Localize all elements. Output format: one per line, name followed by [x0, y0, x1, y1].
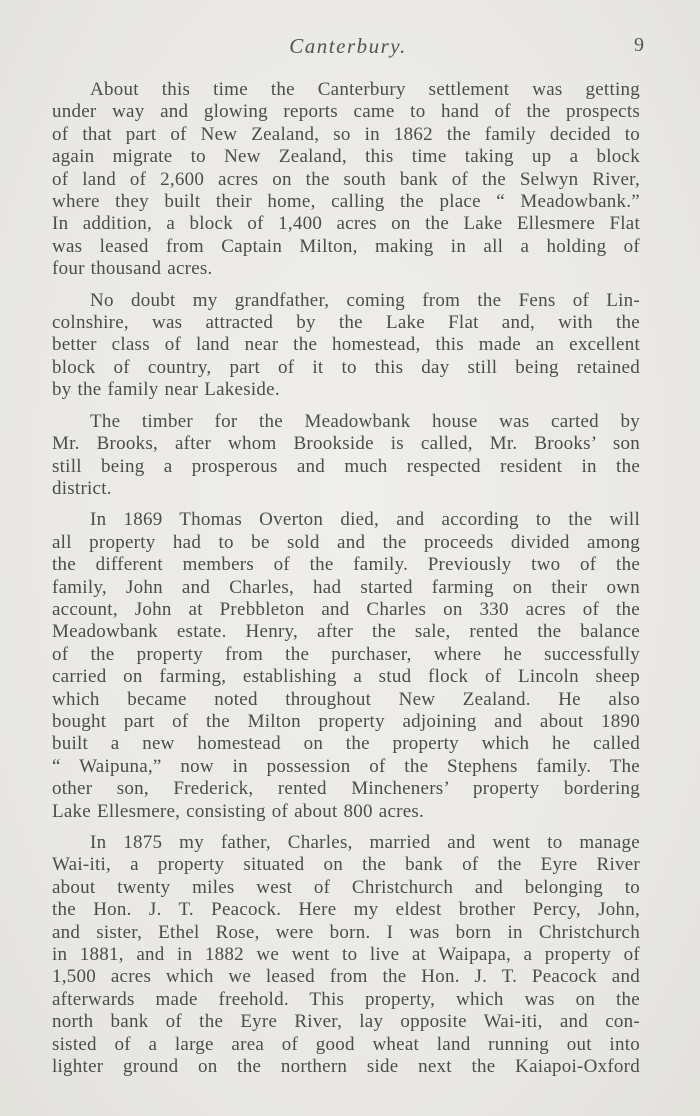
text-line: about twenty miles west of Christchurch and belonging to: [52, 876, 640, 898]
text-line: under way and glowing reports came to hand of the prospects: [52, 101, 640, 123]
text-line: other son, Frederick, rented Mincheners’ property bordering: [52, 778, 640, 800]
text-line: and sister, Ethel Rose, were born. I was born in Christchurch: [52, 921, 640, 943]
body-text: [52, 79, 640, 1087]
text-line: block of country, part of it to this day still being retained: [52, 356, 640, 378]
text-line: Meadowbank estate. Henry, after the sale, rented the balance: [52, 621, 640, 643]
text-line: About this time the Canterbury settlement was getting: [90, 79, 640, 100]
text-line: Lake Ellesmere, consisting of about 800 acres.: [52, 800, 425, 822]
text-line: district.: [52, 477, 112, 499]
text-line: where they built their home, calling the place “ Meadowbank.”: [52, 191, 640, 213]
text-line: family, John and Charles, had started farming on their own: [52, 576, 640, 598]
text-line: the different members of the family. Previously two of the: [52, 554, 640, 576]
text-line: the Hon. J. T. Peacock. Here my eldest brother Percy, John,: [52, 899, 640, 921]
text-line: which became noted throughout New Zealand. He also: [52, 688, 640, 710]
text-line: afterwards made freehold. This property, which was on the: [52, 988, 640, 1010]
text-line: In addition, a block of 1,400 acres on the Lake Ellesmere Flat: [52, 213, 640, 235]
text-line: bought part of the Milton property adjoining and about 1890: [52, 710, 640, 732]
text-line: lighter ground on the northern side next the Kaiapoi-Oxford: [52, 1056, 640, 1078]
text-line: In 1875 my father, Charles, married and went to manage: [90, 832, 640, 853]
text-line: 1,500 acres which we leased from the Hon. J. T. Peacock and: [52, 966, 640, 988]
text-line: north bank of the Eyre River, lay opposite Wai-iti, and con-: [52, 1011, 640, 1033]
text-line: of the property from the purchaser, where he successfully: [52, 643, 640, 665]
text-line: built a new homestead on the property which he called: [52, 733, 640, 755]
text-line: four thousand acres.: [52, 258, 213, 280]
text-line: of that part of New Zealand, so in 1862 the family decided to: [52, 123, 640, 145]
text-line: all property had to be sold and the proceeds divided among: [52, 531, 640, 553]
text-line: better class of land near the homestead, this made an excellent: [52, 334, 640, 356]
text-line: The timber for the Meadowbank house was carted by: [90, 410, 640, 432]
text-line: in 1881, and in 1882 we went to live at Waipapa, a property of: [52, 944, 640, 966]
page-header: [52, 34, 644, 64]
paragraph: [52, 290, 640, 402]
paragraph: [52, 411, 640, 501]
text-line: Mr. Brooks, after whom Brookside is called, Mr. Brooks’ son: [52, 433, 640, 455]
page-number: 9: [634, 34, 644, 56]
text-line: still being a prosperous and much respected resident in the: [52, 455, 640, 477]
text-line: again migrate to New Zealand, this time taking up a block: [52, 146, 640, 168]
text-line: was leased from Captain Milton, making in all a holding of: [52, 235, 640, 257]
text-line: by the family near Lakeside.: [52, 379, 280, 401]
paragraph: [52, 79, 640, 281]
text-line: “ Waipuna,” now in possession of the Stephens family. The: [52, 755, 640, 777]
text-line: account, John at Prebbleton and Charles on 330 acres of the: [52, 598, 640, 620]
paragraph: [52, 509, 640, 823]
text-line: No doubt my grandfather, coming from the Fens of Lin-: [90, 289, 640, 311]
text-line: of land of 2,600 acres on the south bank of the Selwyn River,: [52, 168, 640, 190]
running-head: Canterbury.: [289, 34, 407, 58]
text-line: Wai-iti, a property situated on the bank of the Eyre River: [52, 854, 640, 876]
paragraph: [52, 832, 640, 1078]
text-line: colnshire, was attracted by the Lake Flat and, with the: [52, 312, 640, 334]
text-line: In 1869 Thomas Overton died, and according to the will: [90, 509, 640, 531]
text-line: carried on farming, establishing a stud flock of Lincoln sheep: [52, 666, 640, 688]
text-line: sisted of a large area of good wheat land running out into: [52, 1033, 640, 1055]
